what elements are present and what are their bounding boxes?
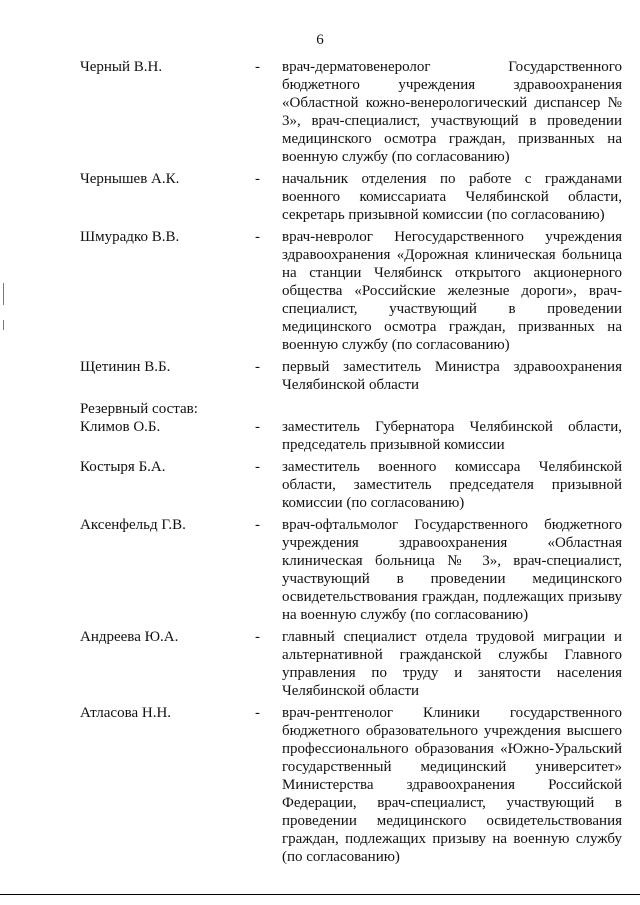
member-description: врач-рентгенолог Клиники государственного бюджетного образовательного учреждения высшего профессионального образования «Южно-Уральский государственный медицинский университет» Министерства здравоохранения Российской Федерации, врач-специалист, участвующий в проведении медицинского освидетельствования граждан, подлежащих призыву на военную службу (по согласованию) xyxy=(282,705,622,865)
member-name: Костыря Б.А. xyxy=(80,459,166,475)
member-entry xyxy=(0,58,640,166)
member-entry xyxy=(0,170,640,224)
member-description: врач-офтальмолог Государственного бюджетного учреждения здравоохранения «Областная клиническая больница № 3», врач-специалист, участвующий в проведении медицинского освидетельствования граждан, подлежащих призыву на военную службу (по согласованию) xyxy=(282,517,622,623)
reserve-entry xyxy=(0,704,640,866)
member-description: врач-невролог Негосударственного учреждения здравоохранения «Дорожная клиническая больница на станции Челябинск открытого акционерного общества «Российские железные дороги», врач-специалист, участвующий в проведении медицинского осмотра граждан, призванных на военную службу (по согласованию) xyxy=(282,229,622,353)
member-description: начальник отделения по работе с гражданами военного комиссариата Челябинской области, секретарь призывной комиссии (по согласованию) xyxy=(282,171,622,223)
reserve-entry xyxy=(0,418,640,454)
member-description: заместитель военного комиссара Челябинской области, заместитель председателя призывной комиссии (по согласованию) xyxy=(282,459,622,511)
member-dash: - xyxy=(255,359,260,375)
bottom-rule xyxy=(0,894,640,895)
member-dash: - xyxy=(255,171,260,187)
member-name: Аксенфельд Г.В. xyxy=(80,517,186,533)
member-dash: - xyxy=(255,419,260,435)
reserve-entry xyxy=(0,628,640,700)
member-dash: - xyxy=(255,229,260,245)
member-name: Атласова Н.Н. xyxy=(80,705,172,721)
member-name: Андреева Ю.А. xyxy=(80,629,179,645)
member-name: Щетинин В.Б. xyxy=(80,359,171,375)
member-name: Климов О.Б. xyxy=(80,419,161,435)
reserve-entry xyxy=(0,458,640,512)
member-entry xyxy=(0,358,640,394)
member-dash: - xyxy=(255,459,260,475)
commission-list xyxy=(0,58,640,870)
reserve-section-title: Резервный состав: xyxy=(80,401,198,417)
member-description: главный специалист отдела трудовой миграции и альтернативной гражданской службы Главного управления по труду и занятости населения Челябинской области xyxy=(282,629,622,699)
member-name: Шмурадко В.В. xyxy=(80,229,180,245)
member-dash: - xyxy=(255,629,260,645)
member-dash: - xyxy=(255,59,260,75)
member-description: врач-дерматовенеролог Государственного бюджетного учреждения здравоохранения «Областной кожно-венерологический диспансер № 3», врач-специалист, участвующий в проведении медицинского осмотра граждан, призванных на военную службу (по согласованию) xyxy=(282,59,622,165)
member-name: Чернышев А.К. xyxy=(80,171,180,187)
member-name: Черный В.Н. xyxy=(80,59,163,75)
member-description: первый заместитель Министра здравоохранения Челябинской области xyxy=(282,359,622,393)
member-entry xyxy=(0,228,640,354)
page-number: 6 xyxy=(316,32,324,48)
member-dash: - xyxy=(255,517,260,533)
reserve-entry xyxy=(0,516,640,624)
member-description: заместитель Губернатора Челябинской области, председатель призывной комиссии xyxy=(282,419,622,453)
member-dash: - xyxy=(255,705,260,721)
